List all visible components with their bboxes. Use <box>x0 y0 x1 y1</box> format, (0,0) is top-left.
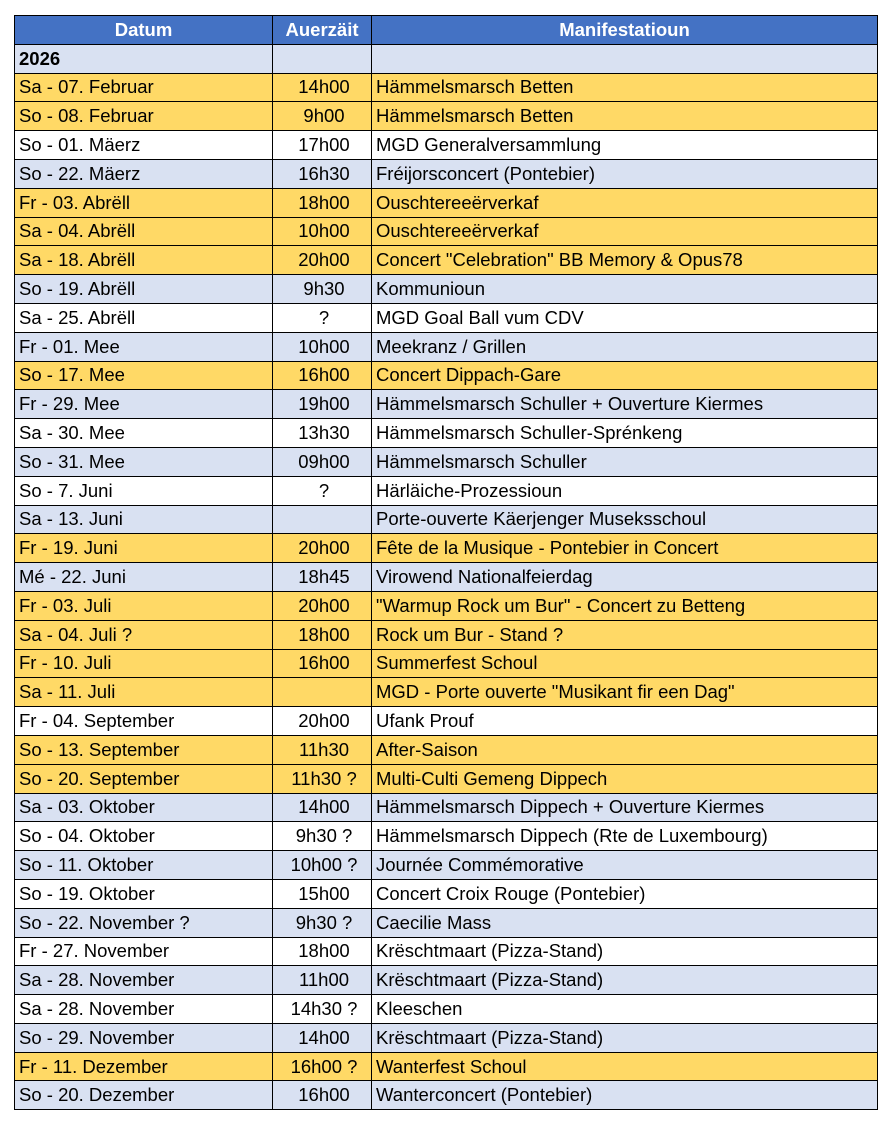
cell-datum: Sa - 04. Abrëll <box>15 217 273 246</box>
cell-manifestatioun: Hämmelsmarsch Betten <box>372 102 878 131</box>
table-header <box>15 16 878 45</box>
cell-manifestatioun: Hämmelsmarsch Schuller-Sprénkeng <box>372 419 878 448</box>
cell-datum: Sa - 28. November <box>15 966 273 995</box>
table-row <box>15 131 878 160</box>
cell-datum: So - 20. Dezember <box>15 1081 273 1110</box>
cell-auerzait: 20h00 <box>273 591 372 620</box>
cell-datum: Fr - 03. Abrëll <box>15 188 273 217</box>
cell-manifestatioun: Ouschtereeërverkaf <box>372 188 878 217</box>
table-row <box>15 1081 878 1110</box>
cell-manifestatioun: Härläiche-Prozessioun <box>372 476 878 505</box>
cell-datum: So - 29. November <box>15 1023 273 1052</box>
cell-auerzait <box>273 505 372 534</box>
cell-datum: Fr - 04. September <box>15 707 273 736</box>
table-body <box>15 44 878 1109</box>
cell-manifestatioun: Porte-ouverte Käerjenger Museksschoul <box>372 505 878 534</box>
cell-auerzait: 18h00 <box>273 188 372 217</box>
event-schedule-table <box>14 15 878 1110</box>
cell-datum: So - 22. November ? <box>15 908 273 937</box>
cell-datum: So - 19. Oktober <box>15 879 273 908</box>
cell-datum: So - 13. September <box>15 735 273 764</box>
table-row <box>15 447 878 476</box>
cell-auerzait: 20h00 <box>273 534 372 563</box>
cell-auerzait: 16h30 <box>273 159 372 188</box>
table-row <box>15 332 878 361</box>
cell-datum: So - 17. Mee <box>15 361 273 390</box>
year-row-empty-cell <box>273 44 372 73</box>
cell-datum: Sa - 13. Juni <box>15 505 273 534</box>
cell-auerzait: 20h00 <box>273 246 372 275</box>
cell-manifestatioun: Virowend Nationalfeierdag <box>372 563 878 592</box>
table-row <box>15 649 878 678</box>
cell-manifestatioun: Kleeschen <box>372 995 878 1024</box>
cell-manifestatioun: Rock um Bur - Stand ? <box>372 620 878 649</box>
cell-datum: Fr - 19. Juni <box>15 534 273 563</box>
header-row <box>15 16 878 45</box>
table-row <box>15 966 878 995</box>
cell-manifestatioun: Meekranz / Grillen <box>372 332 878 361</box>
table-row <box>15 390 878 419</box>
cell-datum: So - 31. Mee <box>15 447 273 476</box>
cell-auerzait: 14h30 ? <box>273 995 372 1024</box>
cell-manifestatioun: MGD - Porte ouverte "Musikant fir een Dag" <box>372 678 878 707</box>
cell-auerzait: 11h00 <box>273 966 372 995</box>
cell-manifestatioun: Hämmelsmarsch Schuller + Ouverture Kiermes <box>372 390 878 419</box>
cell-manifestatioun: Krëschtmaart (Pizza-Stand) <box>372 937 878 966</box>
cell-auerzait: ? <box>273 476 372 505</box>
cell-auerzait: 20h00 <box>273 707 372 736</box>
cell-auerzait: 18h00 <box>273 620 372 649</box>
cell-manifestatioun: Hämmelsmarsch Dippech (Rte de Luxembourg) <box>372 822 878 851</box>
cell-manifestatioun: Krëschtmaart (Pizza-Stand) <box>372 1023 878 1052</box>
cell-auerzait: 18h45 <box>273 563 372 592</box>
table-row <box>15 73 878 102</box>
cell-manifestatioun: "Warmup Rock um Bur" - Concert zu Betteng <box>372 591 878 620</box>
column-header-datum: Datum <box>15 16 273 45</box>
cell-manifestatioun: Ufank Prouf <box>372 707 878 736</box>
cell-auerzait: 9h30 ? <box>273 908 372 937</box>
table-row <box>15 275 878 304</box>
table-row <box>15 879 878 908</box>
table-row <box>15 476 878 505</box>
table-row <box>15 303 878 332</box>
table-row <box>15 678 878 707</box>
cell-manifestatioun: MGD Generalversammlung <box>372 131 878 160</box>
cell-manifestatioun: Kommunioun <box>372 275 878 304</box>
cell-datum: Sa - 11. Juli <box>15 678 273 707</box>
column-header-manifestatioun: Manifestatioun <box>372 16 878 45</box>
table-row <box>15 246 878 275</box>
table-row <box>15 937 878 966</box>
table-row <box>15 563 878 592</box>
cell-manifestatioun: Hämmelsmarsch Schuller <box>372 447 878 476</box>
cell-auerzait: 11h30 ? <box>273 764 372 793</box>
cell-auerzait: 14h00 <box>273 73 372 102</box>
cell-manifestatioun: MGD Goal Ball vum CDV <box>372 303 878 332</box>
cell-datum: Fr - 10. Juli <box>15 649 273 678</box>
cell-datum: So - 04. Oktober <box>15 822 273 851</box>
cell-datum: So - 20. September <box>15 764 273 793</box>
cell-auerzait: 10h00 ? <box>273 851 372 880</box>
cell-auerzait: 14h00 <box>273 793 372 822</box>
table-row <box>15 534 878 563</box>
cell-auerzait: 18h00 <box>273 937 372 966</box>
table-row <box>15 822 878 851</box>
cell-auerzait <box>273 678 372 707</box>
table-row <box>15 159 878 188</box>
cell-manifestatioun: Wanterconcert (Pontebier) <box>372 1081 878 1110</box>
cell-auerzait: 16h00 ? <box>273 1052 372 1081</box>
table-row <box>15 188 878 217</box>
column-header-auerzait: Auerzäit <box>273 16 372 45</box>
cell-datum: Fr - 01. Mee <box>15 332 273 361</box>
table-row <box>15 361 878 390</box>
cell-manifestatioun: Ouschtereeërverkaf <box>372 217 878 246</box>
table-row <box>15 995 878 1024</box>
cell-datum: So - 11. Oktober <box>15 851 273 880</box>
table-row <box>15 735 878 764</box>
cell-datum: So - 19. Abrëll <box>15 275 273 304</box>
cell-datum: Mé - 22. Juni <box>15 563 273 592</box>
cell-auerzait: ? <box>273 303 372 332</box>
cell-datum: So - 01. Mäerz <box>15 131 273 160</box>
cell-manifestatioun: Wanterfest Schoul <box>372 1052 878 1081</box>
cell-manifestatioun: Summerfest Schoul <box>372 649 878 678</box>
cell-manifestatioun: After-Saison <box>372 735 878 764</box>
cell-auerzait: 10h00 <box>273 217 372 246</box>
table-row <box>15 1023 878 1052</box>
table-row <box>15 591 878 620</box>
table-row <box>15 102 878 131</box>
cell-manifestatioun: Krëschtmaart (Pizza-Stand) <box>372 966 878 995</box>
cell-datum: Fr - 11. Dezember <box>15 1052 273 1081</box>
year-label: 2026 <box>15 44 273 73</box>
cell-manifestatioun: Hämmelsmarsch Betten <box>372 73 878 102</box>
cell-datum: So - 08. Februar <box>15 102 273 131</box>
cell-manifestatioun: Fête de la Musique - Pontebier in Concert <box>372 534 878 563</box>
cell-datum: Sa - 07. Februar <box>15 73 273 102</box>
cell-datum: Sa - 18. Abrëll <box>15 246 273 275</box>
table-row <box>15 1052 878 1081</box>
table-row <box>15 419 878 448</box>
cell-manifestatioun: Caecilie Mass <box>372 908 878 937</box>
cell-datum: Sa - 03. Oktober <box>15 793 273 822</box>
cell-datum: Fr - 03. Juli <box>15 591 273 620</box>
cell-auerzait: 10h00 <box>273 332 372 361</box>
cell-auerzait: 16h00 <box>273 361 372 390</box>
cell-auerzait: 19h00 <box>273 390 372 419</box>
cell-auerzait: 15h00 <box>273 879 372 908</box>
cell-datum: Sa - 04. Juli ? <box>15 620 273 649</box>
cell-auerzait: 13h30 <box>273 419 372 448</box>
cell-auerzait: 17h00 <box>273 131 372 160</box>
table-row <box>15 505 878 534</box>
cell-auerzait: 9h30 <box>273 275 372 304</box>
table-row <box>15 908 878 937</box>
cell-datum: Sa - 25. Abrëll <box>15 303 273 332</box>
cell-manifestatioun: Multi-Culti Gemeng Dippech <box>372 764 878 793</box>
cell-datum: Sa - 28. November <box>15 995 273 1024</box>
table-row <box>15 793 878 822</box>
cell-manifestatioun: Journée Commémorative <box>372 851 878 880</box>
cell-manifestatioun: Concert Croix Rouge (Pontebier) <box>372 879 878 908</box>
year-row <box>15 44 878 73</box>
cell-auerzait: 11h30 <box>273 735 372 764</box>
cell-auerzait: 9h00 <box>273 102 372 131</box>
cell-datum: So - 22. Mäerz <box>15 159 273 188</box>
table-row <box>15 217 878 246</box>
cell-auerzait: 09h00 <box>273 447 372 476</box>
cell-manifestatioun: Concert Dippach-Gare <box>372 361 878 390</box>
cell-datum: Fr - 27. November <box>15 937 273 966</box>
table-row <box>15 764 878 793</box>
table-row <box>15 620 878 649</box>
cell-manifestatioun: Concert "Celebration" BB Memory & Opus78 <box>372 246 878 275</box>
cell-auerzait: 16h00 <box>273 649 372 678</box>
cell-auerzait: 16h00 <box>273 1081 372 1110</box>
table-row <box>15 707 878 736</box>
cell-datum: Sa - 30. Mee <box>15 419 273 448</box>
year-row-empty-cell <box>372 44 878 73</box>
cell-manifestatioun: Fréijorsconcert (Pontebier) <box>372 159 878 188</box>
table-row <box>15 851 878 880</box>
cell-auerzait: 9h30 ? <box>273 822 372 851</box>
cell-manifestatioun: Hämmelsmarsch Dippech + Ouverture Kiermes <box>372 793 878 822</box>
cell-datum: So - 7. Juni <box>15 476 273 505</box>
cell-datum: Fr - 29. Mee <box>15 390 273 419</box>
cell-auerzait: 14h00 <box>273 1023 372 1052</box>
